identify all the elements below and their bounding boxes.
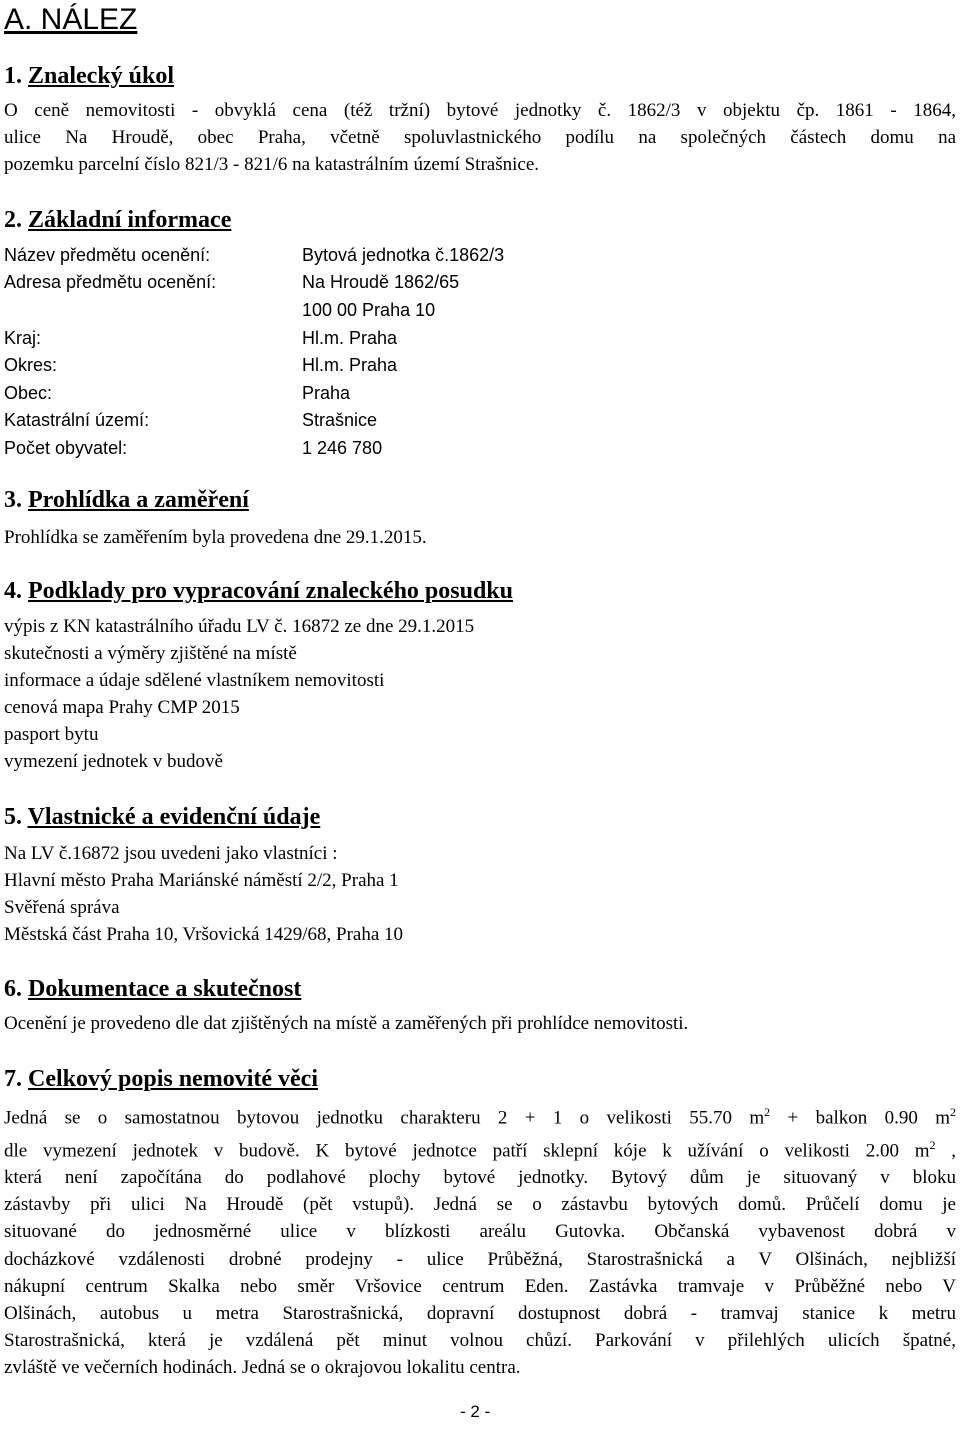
value-district: Hl.m. Praha xyxy=(302,355,398,375)
section-3-text: Prohlídka se zaměřením byla provedena dne 29.1.2015. xyxy=(4,527,427,548)
section-5-heading: 5. Vlastnické a evidenční údaje xyxy=(4,804,321,830)
section-1-heading: 1. Znalecký úkol xyxy=(4,63,175,89)
desc-line-6: docházkové vzdálenosti drobné prodejny - ulice Průběžná, Starostrašnická a V Olšinách, nejbližší xyxy=(4,1248,956,1270)
section-6-text: Ocenění je provedeno dle dat zjištěných na místě a zaměřených při prohlídce nemovitosti. xyxy=(4,1013,689,1034)
label-region: Kraj: xyxy=(4,328,42,348)
list-item: cenová mapa Prahy CMP 2015 xyxy=(4,697,240,718)
desc-line-5: situované do jednosměrné ulice v blízkosti areálu Gutovka. Občanská vybavenost dobrá v xyxy=(4,1221,956,1243)
section-7-heading: 7. Celkový popis nemovité věci xyxy=(4,1066,318,1092)
desc-line-9: Starostrašnická, která je vzdálená pět minut volnou chůzí. Parkování v přilehlých ulicích špatné, xyxy=(4,1330,956,1352)
list-item: skutečnosti a výměry zjištěné na místě xyxy=(4,643,297,664)
value-region: Hl.m. Praha xyxy=(302,328,398,348)
list-item: informace a údaje sdělené vlastníkem nemovitosti xyxy=(4,670,385,691)
section-4-heading: 4. Podklady pro vypracování znaleckého posudku xyxy=(4,578,514,604)
page-number: - 2 - xyxy=(460,1402,491,1421)
list-item: pasport bytu xyxy=(4,724,99,745)
value-population: 1 246 780 xyxy=(302,438,383,458)
owners-intro: Na LV č.16872 jsou uvedeni jako vlastníci : xyxy=(4,843,338,864)
label-address: Adresa předmětu ocenění: xyxy=(4,272,217,292)
value-subject: Bytová jednotka č.1862/3 xyxy=(302,245,505,265)
label-cadastral: Katastrální území: xyxy=(4,410,150,430)
value-municipality: Praha xyxy=(302,383,351,403)
label-subject: Název předmětu ocenění: xyxy=(4,245,211,265)
desc-line-8: Olšinách, autobus u metra Starostrašnická, dopravní dostupnost dobrá - tramvaj stanice k metru xyxy=(4,1303,956,1325)
section-1-line-1: O ceně nemovitosti - obvyklá cena (též tržní) bytové jednotky č. 1862/3 v objektu čp. 1861 - 1864, xyxy=(4,100,956,121)
desc-line-1: Jedná se o samostatnou bytovou jednotku charakteru 2 + 1 o velikosti 55.70 $m^2$ + balkon 0.90 $m^2$ xyxy=(4,1105,956,1129)
value-postcode: 100 00 Praha 10 xyxy=(302,300,436,320)
desc-line-10: zvláště ve večerních hodinách. Jedná se o okrajovou lokalitu centra. xyxy=(4,1357,521,1379)
label-municipality: Obec: xyxy=(4,383,53,403)
main-heading: A. NÁLEZ xyxy=(4,3,138,36)
section-6-heading: 6. Dokumentace a skutečnost xyxy=(4,976,302,1002)
value-cadastral: Strašnice xyxy=(302,410,378,430)
desc-line-7: nákupní centrum Skalka nebo směr Vršovice centrum Eden. Zastávka tramvaje v Průběžné nebo V xyxy=(4,1275,956,1297)
desc-line-3: která není započítána do podlahové plochy bytové jednotky. Bytový dům je situovaný v bloku xyxy=(4,1167,956,1189)
owner-2: Městská část Praha 10, Vršovická 1429/68, Praha 10 xyxy=(4,924,404,945)
section-7-text xyxy=(4,1099,956,1382)
label-population: Počet obyvatel: xyxy=(4,438,128,458)
section-2-heading: 2. Základní informace xyxy=(4,207,232,233)
label-district: Okres: xyxy=(4,355,58,375)
section-1-line-3: pozemku parcelní číslo 821/3 - 821/6 na katastrálním území Strašnice. xyxy=(4,154,540,176)
desc-line-4: zástavby při ulici Na Hroudě (pět vstupů). Jedná se o zástavbu bytových domů. Průčelí domu je xyxy=(4,1194,956,1216)
owner-management: Svěřená správa xyxy=(4,897,120,918)
list-item: vymezení jednotek v budově xyxy=(4,751,223,772)
section-3-heading: 3. Prohlídka a zaměření xyxy=(4,487,249,513)
section-1-text xyxy=(4,97,956,179)
desc-line-2: dle vymezení jednotek v budově. K bytové jednotce patří sklepní kóje k užívání o velikosti 2.00 $m^2$ , xyxy=(4,1137,956,1161)
list-item: výpis z KN katastrálního úřadu LV č. 16872 ze dne 29.1.2015 xyxy=(4,616,475,637)
value-address: Na Hroudě 1862/65 xyxy=(302,272,460,292)
section-1-line-2: ulice Na Hroudě, obec Praha, včetně spoluvlastnického podílu na společných částech domu na xyxy=(4,127,956,149)
owner-1: Hlavní město Praha Mariánské náměstí 2/2, Praha 1 xyxy=(4,870,399,891)
